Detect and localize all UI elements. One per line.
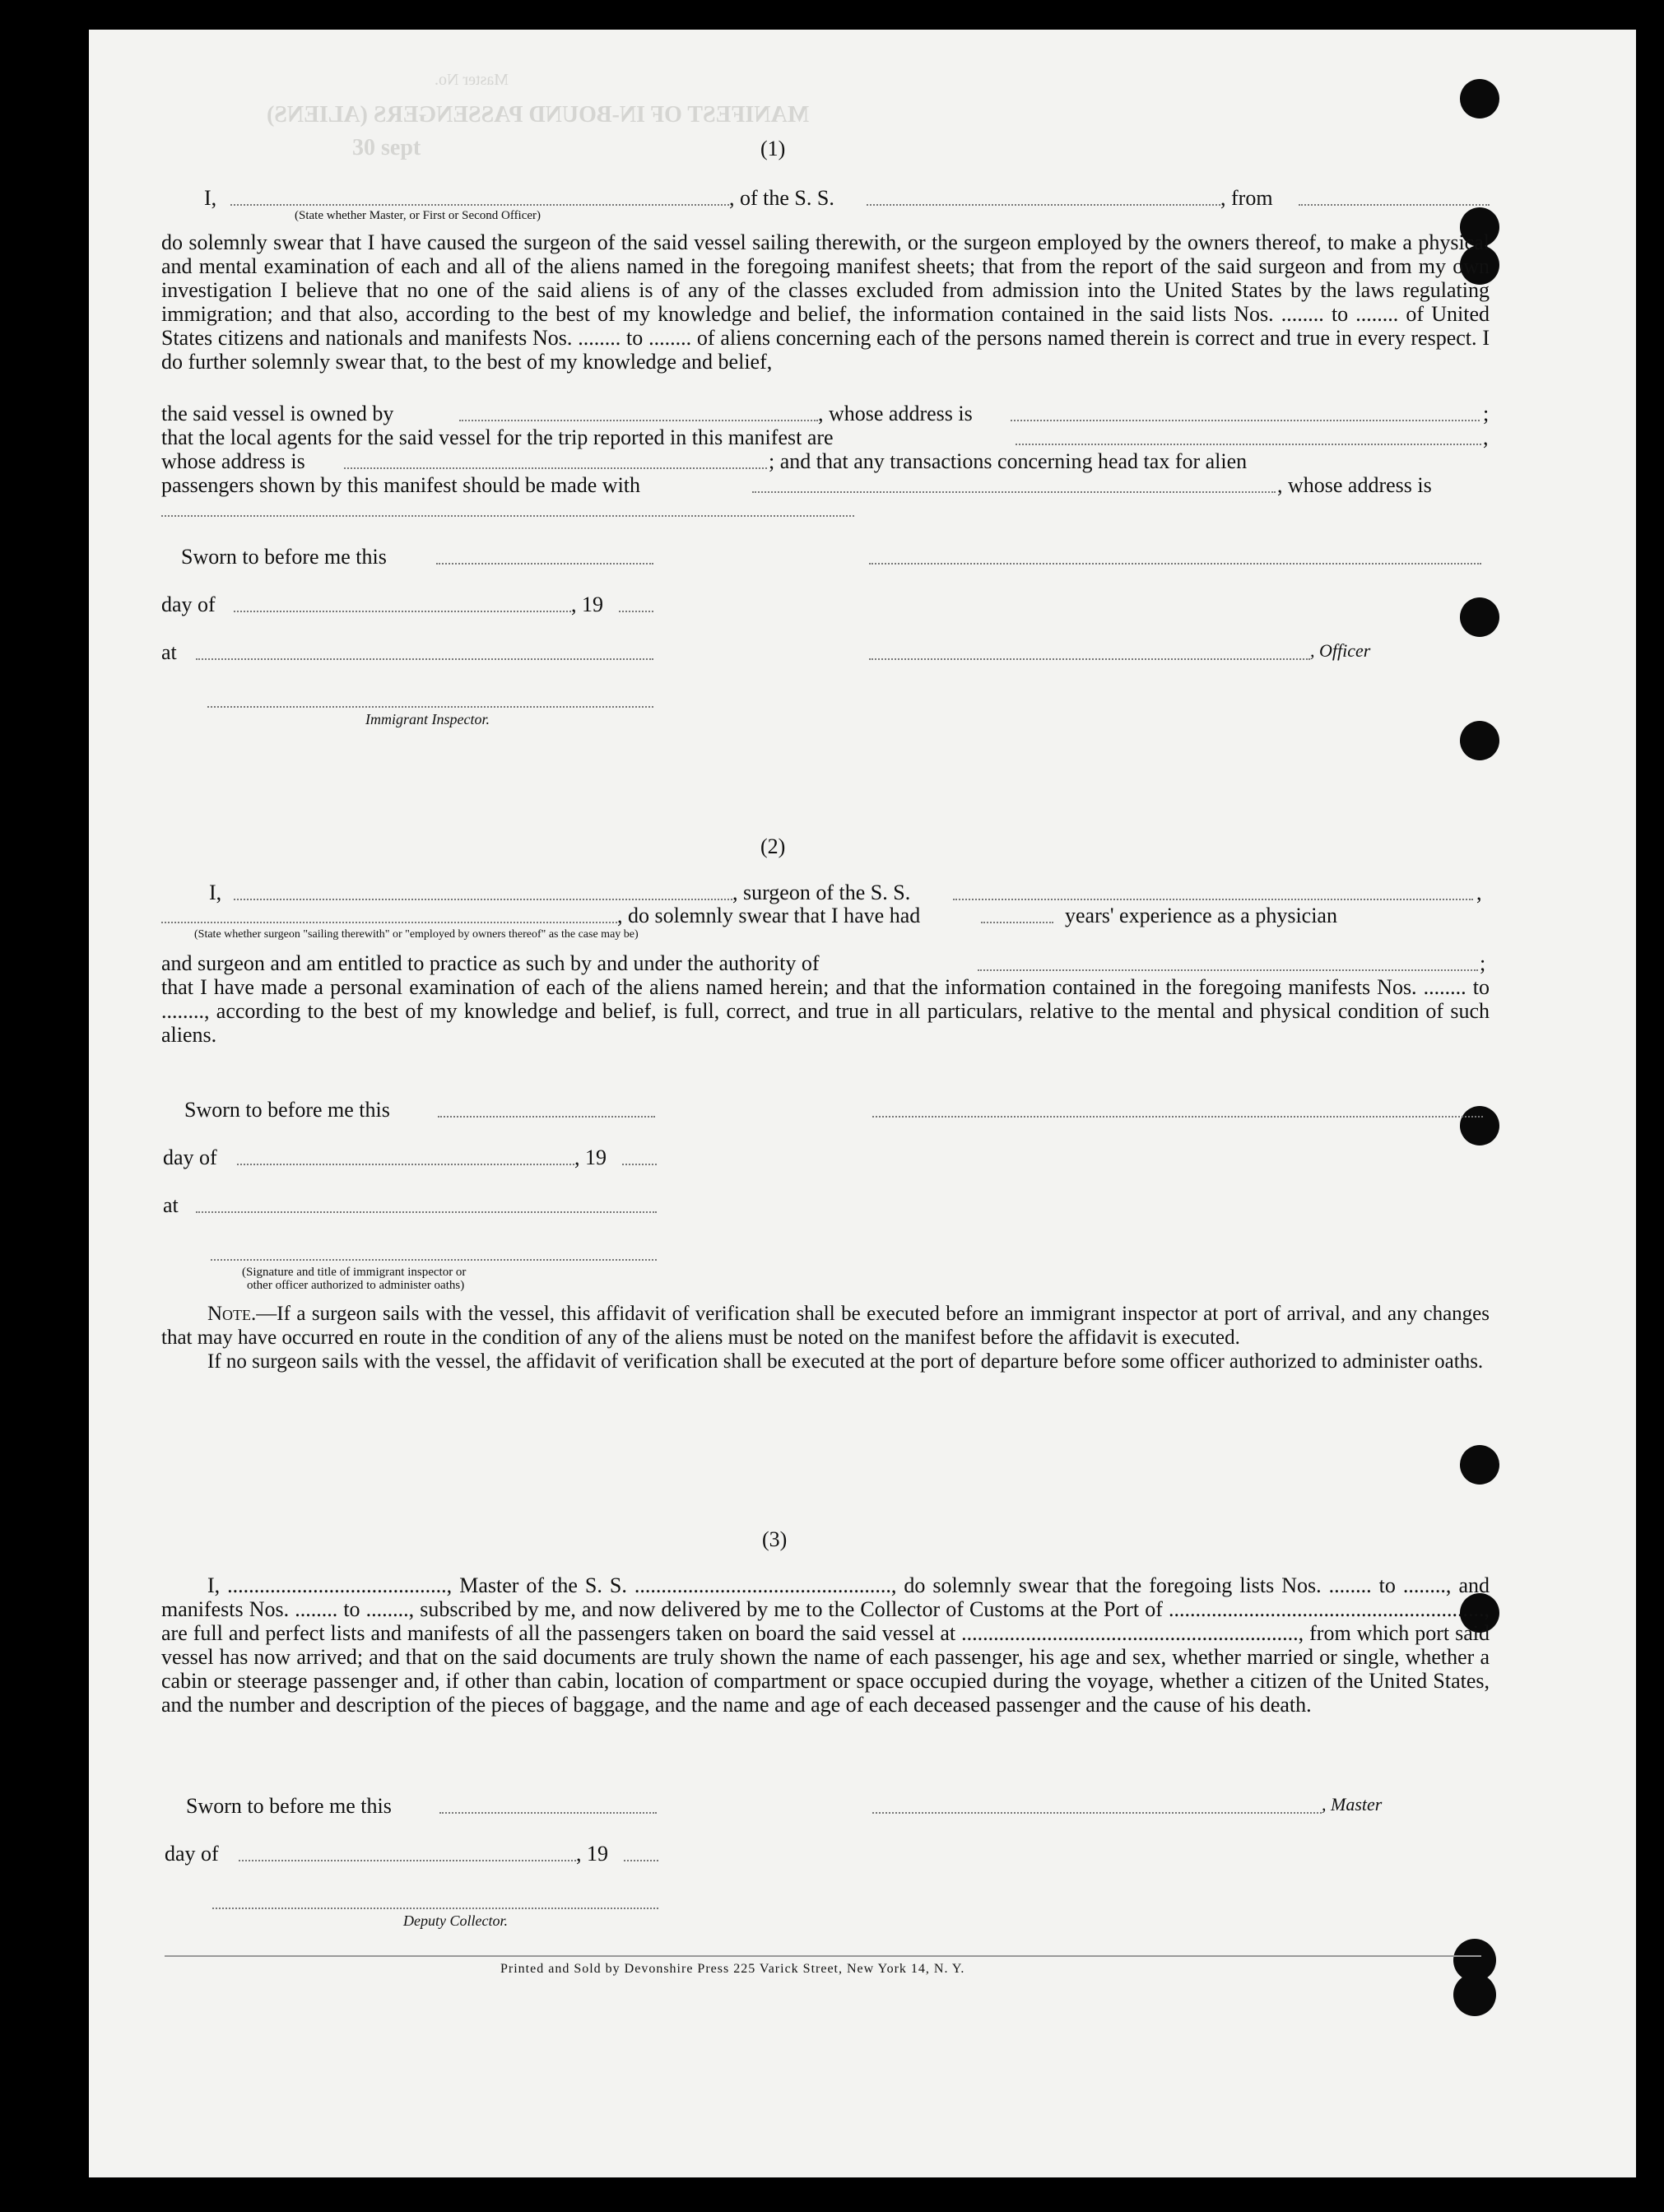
s2-surgeon-type-field[interactable] xyxy=(161,922,617,923)
s1-local-agents-label: that the local agents for the said vessel for the trip reported in this manifest are xyxy=(161,425,834,449)
s2-surgeon-name-field[interactable] xyxy=(234,899,732,900)
s2-comma: , xyxy=(1476,881,1482,904)
s3-sworn-field[interactable] xyxy=(439,1812,657,1814)
s1-officer-signature-field[interactable] xyxy=(869,658,1310,660)
s1-paragraph-text: do solemnly swear that I have caused the surgeon of the said vessel sailing therewith, or the surgeon employed by the owners thereof, to make a physical and mental examination of each and all of the aliens named in the foregoing manifest sheets; that from the report of the said surgeon and from my own investigation I believe that no one of the said aliens is of any of the classes excluded from admission into the United States by the laws regulating immigration; and that also, according to the best of my knowledge and belief, the information contained in the said lists Nos. ........ to ........ of United States citizens and nationals and manifests Nos. ........ to ........ of aliens concerning each of the persons named therein is correct and true in every respect. I do further solemnly swear that, to the best of my knowledge and belief, xyxy=(161,230,1490,374)
punch-hole xyxy=(1460,1445,1499,1485)
s2-years-field[interactable] xyxy=(981,922,1053,923)
s1-agents-address-field[interactable] xyxy=(344,467,767,469)
s2-sig-caption-2: other officer authorized to administer oaths) xyxy=(247,1279,465,1292)
s2-sworn-label: Sworn to before me this xyxy=(184,1098,390,1122)
s1-inspector-field[interactable] xyxy=(207,706,653,708)
s3-day-of-label: day of xyxy=(165,1842,219,1866)
s2-semicolon: ; xyxy=(1480,951,1486,975)
s2-day-of-label: day of xyxy=(163,1146,217,1169)
bleed-through-date: 30 sept xyxy=(352,135,421,160)
punch-hole xyxy=(1453,1973,1496,2016)
s2-signature-field[interactable] xyxy=(872,1116,1483,1118)
s3-day-field[interactable] xyxy=(239,1860,576,1861)
s2-i-label: I, xyxy=(209,881,222,904)
section-3-number: (3) xyxy=(762,1527,788,1551)
s2-authority-label: and surgeon and am entitled to practice as such by and under the authority of xyxy=(161,951,820,975)
s1-i-label: I, xyxy=(204,186,217,210)
s2-swear-label: , do solemnly swear that I have had xyxy=(617,904,921,927)
s1-owner-address-field[interactable] xyxy=(1011,420,1480,421)
s3-paragraph-text: I, ........................................., Master of the S. S. ................................................, do solemnly swear that the foregoing lists Nos. ........ to ........, and manifests Nos. ........ to ........, subscribed by me, and now delivered by me to the Collector of Customs at the Port of ..........................................................., are full and perfect lists and manifests of all the passengers taken on board the said vessel at ..............................................................., from which port said vessel has now arrived; and that on the said documents are truly shown the name of each passenger, his age and sex, whether married or single, whether a cabin or steerage passenger and, if other than cabin, location of compartment or space occupied during the voyage, whether a citizen of the United States, and the number and description of the pieces of baggage, and the name and age of each deceased passenger and the cause of his death. xyxy=(161,1573,1490,1717)
s2-inspector-field[interactable] xyxy=(211,1259,657,1261)
s2-at-label: at xyxy=(163,1193,179,1217)
s1-year-field[interactable] xyxy=(619,611,653,612)
section-1-number: (1) xyxy=(760,137,786,160)
s1-signature-field[interactable] xyxy=(869,563,1481,565)
s2-authority-field[interactable] xyxy=(978,969,1478,971)
s1-from-field[interactable] xyxy=(1299,204,1490,206)
s3-deputy-label: Deputy Collector. xyxy=(403,1912,508,1929)
s1-head-tax-address-field[interactable] xyxy=(161,515,854,517)
s2-at-field[interactable] xyxy=(196,1211,657,1213)
s1-day-of-label: day of xyxy=(161,592,216,616)
punch-hole xyxy=(1460,721,1499,760)
s2-paragraph xyxy=(161,975,1490,1047)
s1-year-label: , 19 xyxy=(571,592,603,616)
footer-rule xyxy=(165,1955,1481,1957)
s1-paragraph xyxy=(161,230,1490,374)
manifest-page xyxy=(89,30,1636,2177)
s1-head-tax-address-label: , whose address is xyxy=(1277,473,1432,497)
s2-sig-caption-1: (Signature and title of immigrant inspector or xyxy=(242,1266,467,1279)
s1-agents-address-label: whose address is xyxy=(161,449,305,473)
s1-officer-label: , Officer xyxy=(1310,640,1371,661)
s1-sworn-field[interactable] xyxy=(436,563,653,565)
punch-hole xyxy=(1460,597,1499,637)
s1-officer-field[interactable] xyxy=(230,204,729,206)
s2-year-label: , 19 xyxy=(574,1146,607,1169)
s1-ss-label: , of the S. S. xyxy=(729,186,834,210)
s2-year-field[interactable] xyxy=(622,1164,657,1165)
s3-sworn-label: Sworn to before me this xyxy=(186,1794,392,1818)
s1-head-tax-label: ; and that any transactions concerning head tax for alien xyxy=(769,449,1248,473)
s1-from-label: , from xyxy=(1220,186,1273,210)
s1-at-field[interactable] xyxy=(196,658,653,660)
s1-owner-address-label: , whose address is xyxy=(818,402,973,425)
s1-head-tax-agent-field[interactable] xyxy=(752,491,1276,493)
punch-hole xyxy=(1460,79,1499,118)
s3-year-field[interactable] xyxy=(624,1860,658,1861)
s3-master-signature-field[interactable] xyxy=(872,1812,1322,1814)
s3-master-label: , Master xyxy=(1322,1794,1383,1815)
printer-imprint: Printed and Sold by Devonshire Press 225 Varick Street, New York 14, N. Y. xyxy=(500,1962,965,1976)
s2-day-field[interactable] xyxy=(237,1164,574,1165)
s1-day-field[interactable] xyxy=(234,611,571,612)
punch-hole xyxy=(1460,1106,1499,1146)
s2-surgeon-caption: (State whether surgeon "sailing therewith" or "employed by owners thereof" as the case may be) xyxy=(194,928,639,941)
s1-at-label: at xyxy=(161,640,177,664)
s2-ss-field[interactable] xyxy=(953,899,1473,900)
s2-sworn-field[interactable] xyxy=(438,1116,655,1118)
s1-ss-field[interactable] xyxy=(867,204,1220,206)
s2-note-text-2: If no surgeon sails with the vessel, the affidavit of verification shall be executed at the port of departure before some officer authorized to administer oaths. xyxy=(207,1350,1484,1373)
s1-passengers-shown-label: passengers shown by this manifest should be made with xyxy=(161,473,641,497)
s3-deputy-field[interactable] xyxy=(212,1908,658,1909)
s2-note-text-1: —If a surgeon sails with the vessel, this affidavit of verification shall be executed before an immigrant inspector at port of arrival, and any changes that may have occurred en route in the condition of any of the aliens must be noted on the manifest before the affidavit is executed. xyxy=(161,1303,1490,1349)
s3-year-label: , 19 xyxy=(576,1842,608,1866)
s1-local-agents-field[interactable] xyxy=(1016,444,1481,445)
s1-inspector-label: Immigrant Inspector. xyxy=(365,711,490,727)
s1-sworn-label: Sworn to before me this xyxy=(181,545,387,569)
s2-years-label: years' experience as a physician xyxy=(1065,904,1337,927)
s2-surgeon-ss-label: , surgeon of the S. S. xyxy=(732,881,911,904)
s2-note xyxy=(161,1302,1490,1373)
s2-paragraph-text: that I have made a personal examination of each of the aliens named herein; and that the information contained in the foregoing manifests Nos. ........ to ........, according to the best of my knowledge and belief, is full, correct, and true in all particulars, relative to the mental and physical condition of such aliens. xyxy=(161,975,1490,1047)
bleed-through-master-no: Master No. xyxy=(435,71,509,89)
s3-paragraph xyxy=(161,1573,1490,1717)
s1-owned-by-label: the said vessel is owned by xyxy=(161,402,394,425)
s1-owner-field[interactable] xyxy=(459,420,818,421)
s1-officer-caption: (State whether Master, or First or Second Officer) xyxy=(295,209,541,222)
s1-comma: , xyxy=(1483,425,1489,449)
s1-semicolon: ; xyxy=(1483,402,1490,425)
s2-note-label: Note. xyxy=(207,1303,257,1325)
bleed-through-header: MANIFEST OF IN-BOUND PASSENGERS (ALIENS) xyxy=(267,102,810,128)
section-2-number: (2) xyxy=(760,834,786,858)
